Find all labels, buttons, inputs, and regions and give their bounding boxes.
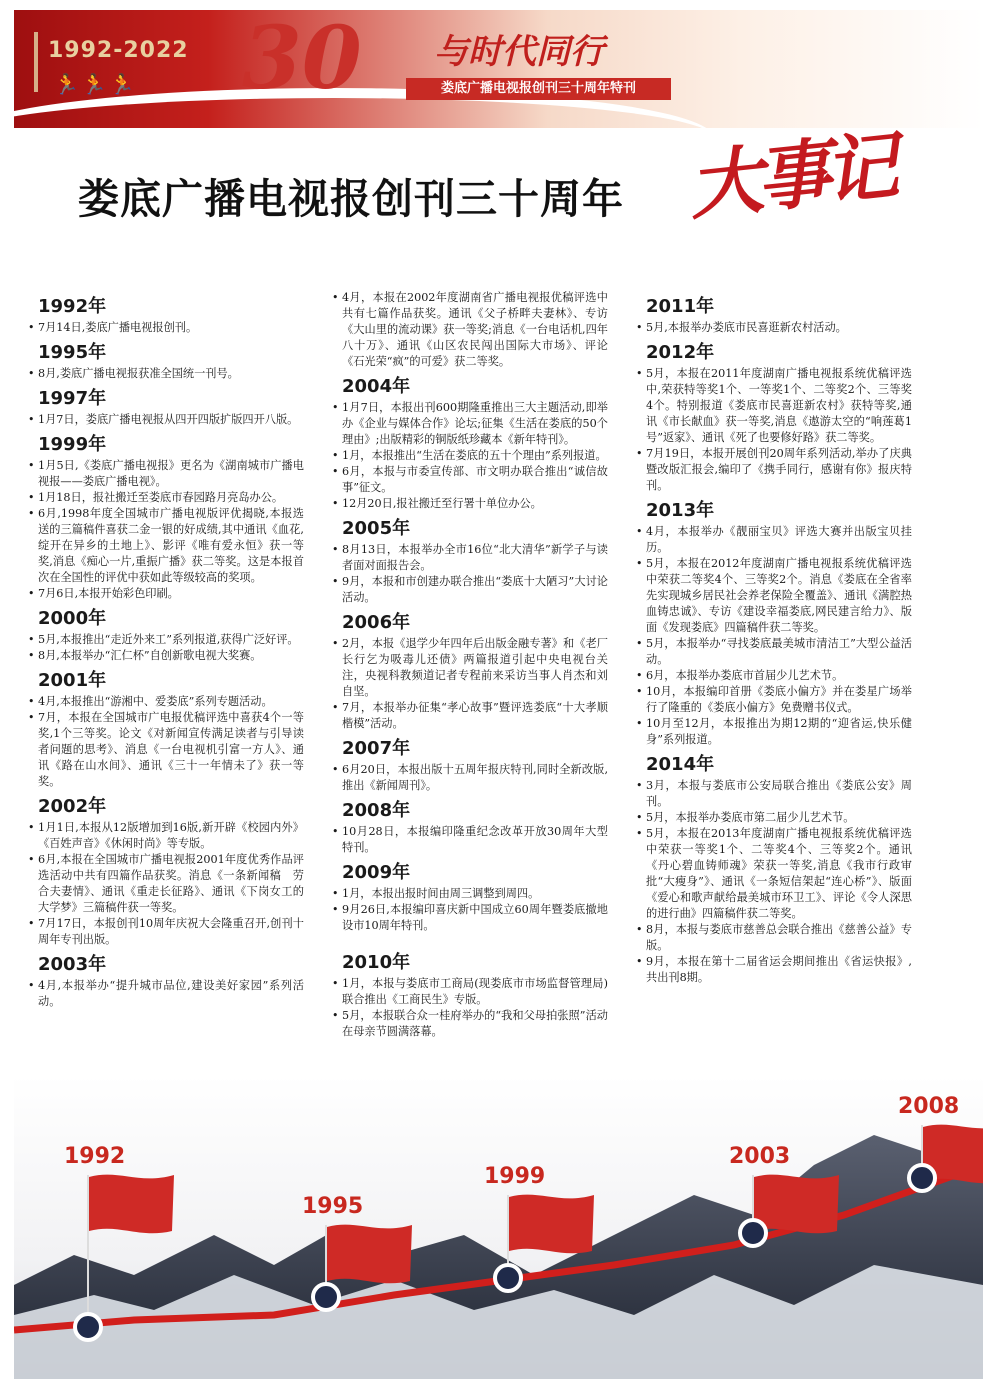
timeline-entry: • 6月,1998年度全国城市广播电视版评优揭晓,本报选送的三篇稿件喜获二金一银的好成绩,其中通讯《血花,绽开在异乡的土地上》、影评《唯有爱永恒》获一等奖,消息《痴心一片,重振广播》获二等奖。这是本报首次在全国性的评优中获如此等级较高的奖项。	[28, 506, 304, 586]
milestone-graphic	[14, 1075, 983, 1379]
timeline-column-2	[332, 290, 608, 1040]
timeline-entry: • 4月，本报在2002年度湖南省广播电视报优稿评选中共有七篇作品获奖。通讯《父子桥畔夫妻林》、专访《大山里的流动课》获一等奖;消息《一台电话机,四年八十万》、通讯《山区农民闯出国际大市场》、评论《石光荣“疯”的可爱》获二等奖。	[332, 290, 608, 370]
banner-slogan: 与时代同行	[434, 32, 604, 72]
red-flag-icon	[754, 1175, 839, 1234]
milestone-marker	[495, 1265, 521, 1291]
timeline-entry: • 7月6日,本报开始彩色印刷。	[28, 586, 304, 602]
page-title: 娄底广播电视报创刊三十周年	[78, 175, 624, 223]
milestone-label: 1992	[64, 1144, 126, 1169]
banner-dates: 1992-2022	[48, 38, 189, 63]
timeline-entry: • 5月，本报举办“寻找娄底最美城市清洁工”大型公益活动。	[636, 636, 912, 668]
masthead-banner	[14, 10, 983, 128]
year-heading: 2008年	[342, 800, 411, 821]
timeline-entry: • 2月，本报《退学少年四年后出版金融专著》和《老厂长行乞为吸毒儿还债》两篇报道引起中央电视台关注，央视科教频道记者专程前来采访当事人肖杰和刘自坚。	[332, 636, 608, 700]
timeline-entry: • 6月20日，本报出版十五周年报庆特刊,同时全新改版,推出《新闻周刊》。	[332, 762, 608, 794]
red-flag-icon	[327, 1225, 412, 1284]
timeline-entry: • 10月至12月，本报推出为期12期的“迎省运,快乐健身”系列报道。	[636, 716, 912, 748]
timeline-entry: • 7月19日，本报开展创刊20周年系列活动,举办了庆典暨改版汇报会,编印了《携手同行，感谢有你》报庆特刊。	[636, 446, 912, 494]
red-flag-icon	[509, 1195, 594, 1254]
timeline-entry: • 5月，本报举办娄底市第二届少儿艺术节。	[636, 810, 912, 826]
year-heading: 1995年	[38, 342, 107, 363]
timeline-entry: • 5月，本报在2013年度湖南广播电视报系统优稿评选中荣获一等奖1个、二等奖4个、三等奖2个。通讯《丹心碧血铸师魂》荣获一等奖,消息《我市行政审批“大瘦身”》、通讯《一条短信架起“连心桥”》、版面《爱心和歌声献给最美城市环卫工》、评论《令人深思的进行曲》四篇稿件获二等奖。	[636, 826, 912, 922]
timeline-column-1	[28, 290, 304, 1010]
year-heading: 2010年	[342, 952, 411, 973]
tower-silhouette	[34, 32, 38, 92]
red-flag-icon	[89, 1175, 174, 1234]
milestone-marker	[313, 1284, 339, 1310]
year-heading: 2009年	[342, 862, 411, 883]
timeline-entry: • 1月5日,《娄底广播电视报》更名为《湖南城市广播电视报——娄底广播电视》。	[28, 458, 304, 490]
timeline-entry: • 6月,本报在全国城市广播电视报2001年度优秀作品评选活动中共有四篇作品获奖。消息《一条新闻稿 劳合夫妻情》、通讯《重走长征路》、通讯《下岗女工的大学梦》三篇稿件获一等奖。	[28, 852, 304, 916]
year-heading: 1992年	[38, 296, 107, 317]
timeline-entry: • 1月18日，报社搬迁至娄底市春园路月亮岛办公。	[28, 490, 304, 506]
banner-thirty: 30	[242, 10, 362, 109]
timeline-entry: • 1月，本报推出“生活在娄底的五十个理由”系列报道。	[332, 448, 608, 464]
year-heading: 2007年	[342, 738, 411, 759]
timeline-entry: • 4月,本报举办“提升城市品位,建设美好家园”系列活动。	[28, 978, 304, 1010]
timeline-entry: • 9月26日,本报编印喜庆新中国成立60周年暨娄底撤地设市10周年特刊。	[332, 902, 608, 934]
timeline-entry: • 8月13日，本报举办全市16位“北大清华”新学子与读者面对面报告会。	[332, 542, 608, 574]
timeline-entry: • 1月1日,本报从12版增加到16版,新开辟《校园内外》《百姓声音》《休闲时尚》等专版。	[28, 820, 304, 852]
timeline-entry: • 4月,本报推出“游湘中、爱娄底”系列专题活动。	[28, 694, 304, 710]
year-heading: 2003年	[38, 954, 107, 975]
milestone-marker	[909, 1165, 935, 1191]
timeline-entry: • 1月7日，本报出刊600期隆重推出三大主题活动,即举办《企业与媒体合作》论坛;征集《生活在娄底的50个理由》;出版精彩的铜版纸珍藏本《新年特刊》。	[332, 400, 608, 448]
year-heading: 2011年	[646, 296, 715, 317]
mountain-scene	[14, 1075, 983, 1379]
timeline-entry: • 4月，本报举办《靓丽宝贝》评选大赛并出版宝贝挂历。	[636, 524, 912, 556]
timeline-entry: • 5月，本报在2012年度湖南广播电视报系统优稿评选中荣获二等奖4个、三等奖2个。消息《娄底在全省率先实现城乡居民社会养老保险全覆盖》、通讯《满腔热血铸忠诚》、专访《建设幸福娄底,网民建言给力》、版面《发现娄底》四篇稿件获二等奖。	[636, 556, 912, 636]
timeline-entry: • 9月，本报和市创建办联合推出“娄底十大陋习”大讨论活动。	[332, 574, 608, 606]
milestone-label: 2003	[729, 1144, 791, 1169]
timeline-column-3	[636, 290, 912, 986]
timeline-entry: • 9月，本报在第十二届省运会期间推出《省运快报》,共出刊8期。	[636, 954, 912, 986]
timeline-entry: • 5月,本报推出“走近外来工”系列报道,获得广泛好评。	[28, 632, 304, 648]
year-heading: 1997年	[38, 388, 107, 409]
milestone-marker	[740, 1220, 766, 1246]
year-heading: 2004年	[342, 376, 411, 397]
timeline-entry: • 12月20日,报社搬迁至行署十单位办公。	[332, 496, 608, 512]
year-heading: 1999年	[38, 434, 107, 455]
year-heading: 2000年	[38, 608, 107, 629]
milestone-marker	[75, 1314, 101, 1340]
timeline-entry: • 5月,本报举办娄底市民喜逛新农村活动。	[636, 320, 912, 336]
timeline-entry: • 5月，本报在2011年度湖南广播电视报系统优稿评选中,荣获特等奖1个、一等奖1个、二等奖2个、三等奖4个。特别报道《娄底市民喜逛新农村》获特等奖,通讯《市长献血》获一等奖,消息《遨游太空的“响莲葛1号”返家》、通讯《死了也要修好路》获二等奖。	[636, 366, 912, 446]
timeline-entry: • 5月，本报联合众一桂府举办的“我和父母拍张照”活动在母亲节圆满落幕。	[332, 1008, 608, 1040]
timeline-entry: • 10月28日，本报编印隆重纪念改革开放30周年大型特刊。	[332, 824, 608, 856]
year-heading: 2006年	[342, 612, 411, 633]
year-heading: 2012年	[646, 342, 715, 363]
timeline-entry: • 8月,娄底广播电视报获准全国统一刊号。	[28, 366, 304, 382]
year-heading: 2002年	[38, 796, 107, 817]
milestone-label: 1995	[302, 1194, 364, 1219]
timeline-entry: • 3月，本报与娄底市公安局联合推出《娄底公安》周刊。	[636, 778, 912, 810]
banner-special-edition: 娄底广播电视报创刊三十周年特刊	[406, 78, 671, 100]
year-heading: 2001年	[38, 670, 107, 691]
page-title-accent: 大事记	[684, 123, 897, 231]
timeline-entry: • 7月14日,娄底广播电视报创刊。	[28, 320, 304, 336]
timeline-entry: • 6月，本报举办娄底市首届少儿艺术节。	[636, 668, 912, 684]
timeline-entry: • 8月,本报举办“汇仁杯”自创新歌电视大奖赛。	[28, 648, 304, 664]
year-heading: 2014年	[646, 754, 715, 775]
timeline-entry: • 1月，本报出报时间由周三调整到周四。	[332, 886, 608, 902]
year-heading: 2013年	[646, 500, 715, 521]
runners-icon: 🏃🏃🏃	[54, 72, 138, 96]
timeline-entry: • 10月，本报编印首册《娄底小偏方》并在娄星广场举行了隆重的《娄底小偏方》免费赠书仪式。	[636, 684, 912, 716]
timeline-entry: • 7月17日，本报创刊10周年庆祝大会隆重召开,创刊十周年专刊出版。	[28, 916, 304, 948]
timeline-entry: • 7月，本报举办征集“孝心故事”暨评选娄底“十大孝顺楷模”活动。	[332, 700, 608, 732]
milestone-label: 2008	[898, 1094, 960, 1119]
timeline-entry: • 6月，本报与市委宣传部、市文明办联合推出“诚信故事”征文。	[332, 464, 608, 496]
timeline-entry: • 7月，本报在全国城市广电报优稿评选中喜获4个一等奖,1个三等奖。论文《对新闻宣传满足读者与引导读者问题的思考》、消息《一台电视机引富一方人》、通讯《路在山水间》、通讯《三十一年情未了》获一等奖。	[28, 710, 304, 790]
year-heading: 2005年	[342, 518, 411, 539]
milestone-label: 1999	[484, 1164, 546, 1189]
timeline-entry: • 1月，本报与娄底市工商局(现娄底市市场监督管理局)联合推出《工商民生》专版。	[332, 976, 608, 1008]
timeline-entry: • 1月7日，娄底广播电视报从四开四版扩版四开八版。	[28, 412, 304, 428]
timeline-entry: • 8月，本报与娄底市慈善总会联合推出《慈善公益》专版。	[636, 922, 912, 954]
